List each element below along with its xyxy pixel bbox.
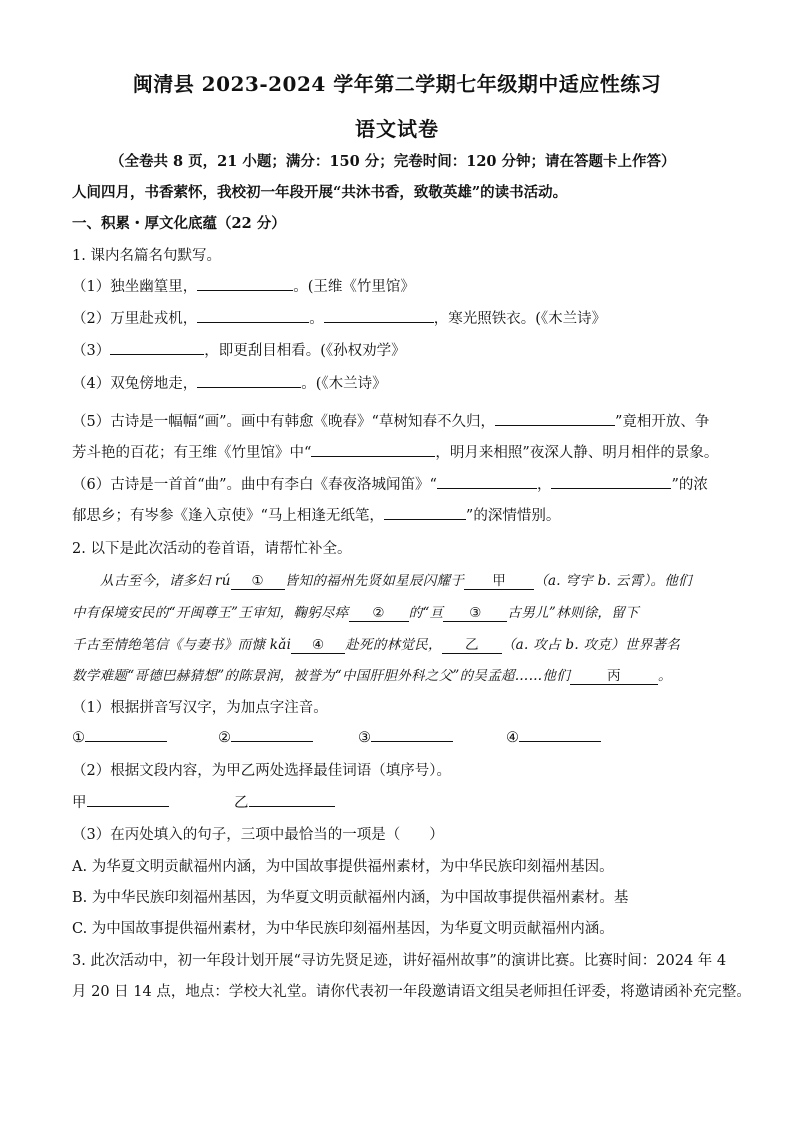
option-a[interactable]: A. 为华夏文明贡献福州内涵，为中国故事提供福州素材，为中华民族印刻福州基因。 [72,859,614,875]
answer-label: ① [72,730,85,746]
q1-item-2-post: ，寒光照铁衣。(《木兰诗》 [433,311,607,327]
passage-blank-3[interactable]: ③ [443,605,507,622]
q1-item-5-line2 [72,441,732,462]
passage-text: 赴死的林觉民， [345,637,442,653]
passage-blank-bing[interactable]: 丙 [570,664,658,685]
answer-label: 乙 [234,795,249,811]
answer-blank[interactable] [437,474,537,489]
q1-item-5-text-end: ”竟相开放、争 [614,414,710,430]
passage-blank-1[interactable]: ① [231,573,285,590]
q1-item-1-pre: （1）独坐幽篁里， [72,279,198,295]
q1-item-6-text-end: ”的浓 [671,477,708,493]
q1-item-4-post: 。(《木兰诗》 [301,376,387,392]
section-heading: 一、积累・厚文化底蕴（22 分） [72,215,286,232]
passage-blank-jia[interactable]: 甲 [464,569,534,590]
q1-item-3-pre: （3） [72,343,111,359]
q1-item-5-text: （5）古诗是一幅幅“画”。画中有韩愈《晚春》“草树知春不久归， [72,414,495,430]
answer-label: ③ [358,730,371,746]
answer-blank[interactable] [85,727,167,742]
activity-intro: 人间四月，书香萦怀，我校初一年段开展“共沐书香，致敬英雄”的读书活动。 [72,184,568,201]
answer-blank[interactable] [197,373,301,388]
q1-item-6-text2-end: ”的深情惜别。 [465,508,561,524]
answer-blank[interactable] [384,505,466,520]
q1-item-6-line1 [72,473,732,494]
q2-passage-line1 [100,569,760,590]
q1-item-6-text: （6）古诗是一首首“曲”。曲中有李白《春夜洛城闻笛》“ [72,477,437,493]
q1-item-5-text2-end: ，明月来相照”夜深人静、明月相伴的景象。 [435,445,719,461]
answer-label: ④ [506,730,519,746]
q1-item-5-line1 [72,410,732,431]
q1-item-2-pre: （2）万里赴戎机， [72,311,198,327]
answer-blank[interactable] [551,474,671,489]
q2-passage-line4 [72,664,732,685]
passage-blank-2[interactable]: ② [349,605,409,622]
answer-blank[interactable] [371,727,453,742]
answer-blank[interactable] [311,442,435,457]
q1-item-6-line2 [72,504,732,525]
passage-blank-4[interactable]: ④ [291,637,345,654]
passage-text: 中有保境安民的“开闽尊王”王审知，鞠躬尽瘁 [72,605,349,621]
q3-line1: 3. 此次活动中，初一年段计划开展“寻访先贤足迹，讲好福州故事”的演讲比赛。比赛时间：2024 年 4 [72,953,727,969]
q1-item-6-text2: 郁思乡；有岑参《逢入京使》“马上相逢无纸笔， [72,508,384,524]
answer-blank[interactable] [231,727,313,742]
q3-line2: 月 20 日 14 点，地点：学校大礼堂。请你代表初一年段邀请语文组吴老师担任评委，将邀请函补充完整。 [72,984,751,1000]
q2-passage-line2 [72,601,732,622]
option-c[interactable]: C. 为中国故事提供福州素材，为中华民族印刻福州基因，为华夏文明贡献福州内涵。 [72,921,614,937]
q1-item-1-post: 。(王维《竹里馆》 [293,279,415,295]
answer-blank[interactable] [249,792,335,807]
passage-text: （a. 穹宇 b. 云霄）。他们 [534,573,692,589]
passage-text: （a. 攻占 b. 攻克）世界著名 [501,637,681,653]
answer-blank[interactable] [324,308,434,323]
answer-label: 甲 [72,795,87,811]
exam-title: 闽清县 2023-2024 学年第二学期七年级期中适应性练习 [132,72,662,96]
q1-stem: 1. 课内名篇名句默写。 [72,248,221,264]
q1-item-4 [72,372,732,393]
q1-item-4-pre: （4）双兔傍地走， [72,376,198,392]
passage-text: 千古至情绝笔信《与妻书》而慷 kǎi [72,637,292,653]
passage-text: 古男儿”林则徐，留下 [507,605,639,621]
exam-subtitle: 语文试卷 [355,117,439,141]
answer-blank[interactable] [87,792,169,807]
q2-sub2: （2）根据文段内容，为甲乙两处选择最佳词语（填序号）。 [72,763,451,779]
answer-blank[interactable] [110,340,204,355]
q1-item-6-comma: ， [536,477,552,493]
q2-sub1-answers [72,727,732,746]
q2-passage-line3 [72,633,732,654]
q1-item-3-post: ，即更刮目相看。(《孙权劝学》 [204,343,406,359]
q2-sub2-answers [72,791,732,812]
answer-label: ② [218,730,231,746]
q2-sub3: （3）在丙处填入的句子，三项中最恰当的一项是（ ） [72,827,444,843]
q1-item-2-mid: 。 [309,311,324,327]
passage-text: 的“亘 [408,605,444,621]
q1-item-1 [72,275,732,296]
passage-text: 数学难题“哥德巴赫猜想”的陈景润，被誉为“中国肝胆外科之父”的吴孟超……他们 [72,668,571,684]
answer-blank[interactable] [519,727,601,742]
passage-blank-yi[interactable]: 乙 [442,633,502,654]
q2-stem: 2. 以下是此次活动的卷首语，请帮忙补全。 [72,541,352,557]
q1-item-2 [72,307,732,328]
q2-sub1: （1）根据拼音写汉字，为加点字注音。 [72,700,328,716]
option-b[interactable]: B. 为中华民族印刻福州基因，为华夏文明贡献福州内涵，为中国故事提供福州素材。基 [72,890,629,906]
passage-text: 从古至今，诸多妇 rú [100,573,231,589]
exam-note: （全卷共 8 页，21 小题；满分：150 分；完卷时间：120 分钟；请在答题卡上作答） [110,153,676,170]
q1-item-3 [72,339,732,360]
passage-text: 。 [658,668,672,684]
q1-item-5-text2: 芳斗艳的百花；有王维《竹里馆》中“ [72,445,312,461]
answer-blank[interactable] [495,411,615,426]
answer-blank[interactable] [197,276,293,291]
passage-text: 皆知的福州先贤如星辰闪耀于 [284,573,465,589]
answer-blank[interactable] [197,308,309,323]
